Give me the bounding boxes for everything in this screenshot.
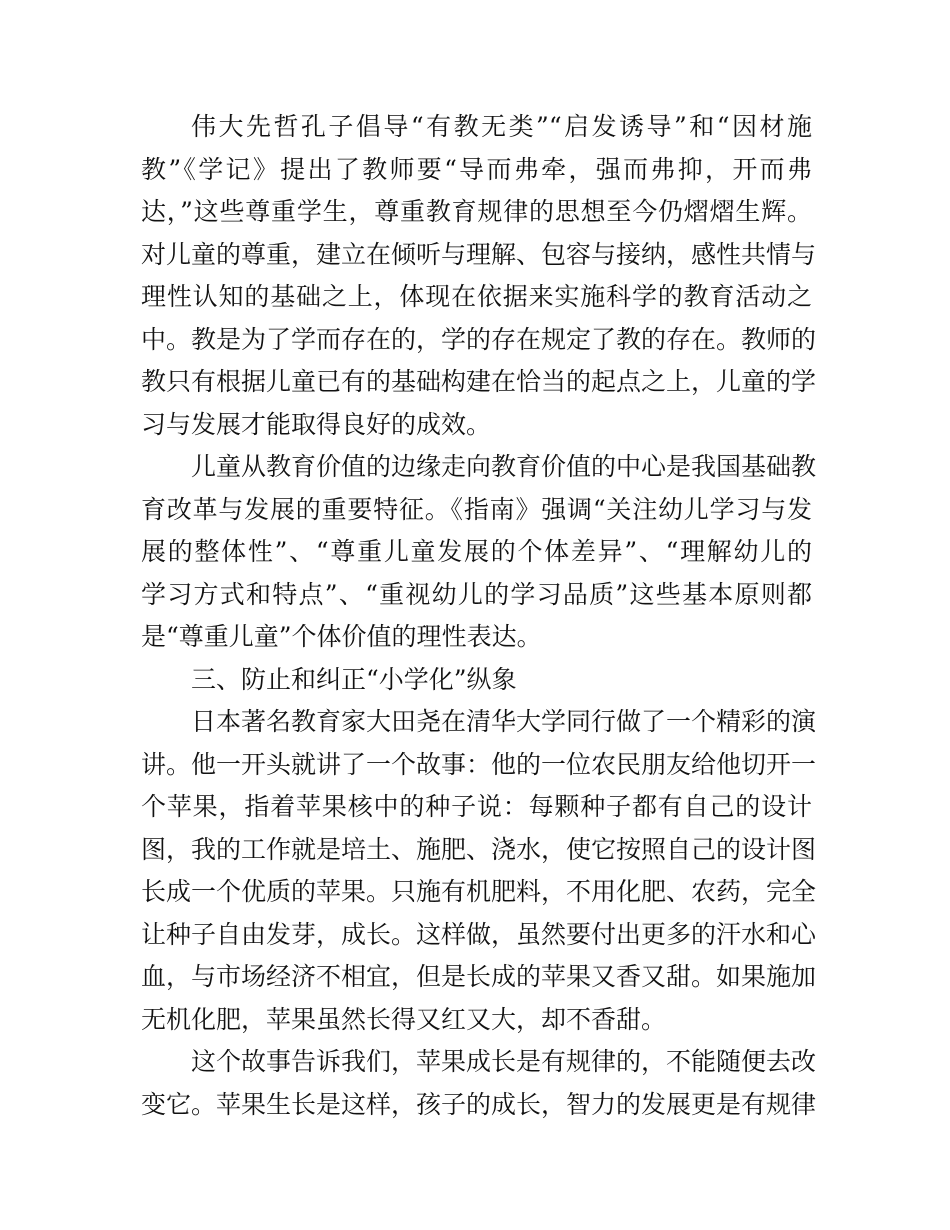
text-line: 是“尊重儿童”个体价值的理性表达。 [141,622,542,651]
text-line: 日本著名教育家大田尧在清华大学同行做了一个精彩的演 [191,707,817,736]
text-line: 习与发展才能取得良好的成效。 [141,409,492,439]
text-line: 个苹果，指着苹果核中的种子说：每颗种子都有自己的设计 [141,792,812,821]
text-line: 学习方式和特点”、“重视幼儿的学习品质”这些基本原则都 [141,579,812,609]
text-line: 展的整体性”、“尊重儿童发展的个体差异”、“理解幼儿的 [141,537,812,566]
text-line: 达，”这些尊重学生，尊重教育规律的思想至今仍熠熠生辉。 [141,197,812,226]
text-line: 中。教是为了学而存在的，学的存在规定了教的存在。教师的 [141,324,817,354]
text-line: 育改革与发展的重要特征。《指南》强调“关注幼儿学习与发 [141,494,812,524]
text-line: 理性认知的基础之上，体现在依据来实施科学的教育活动之 [141,282,812,311]
text-line: 伟大先哲孔子倡导“有教无类”“启发诱导”和“因材施 [191,112,812,141]
text-line: 对儿童的尊重，建立在倾听与理解、包容与接纳，感性共情与 [141,239,817,269]
section-heading: 三、防止和纠正“小学化”纵象 [191,664,517,694]
body-text [141,106,817,1126]
text-line: 血，与市场经济不相宜，但是长成的苹果又香又甜。如果施加 [141,962,817,991]
text-line: 让种子自由发芽，成长。这样做，虽然要付出更多的汗水和心 [141,919,817,949]
text-line: 教”《学记》提出了教师要“导而弗牵，强而弗抑，开而弗 [141,154,812,184]
text-line: 这个故事告诉我们，苹果成长是有规律的，不能随便去改 [191,1047,817,1076]
text-line: 儿童从教育价值的边缘走向教育价值的中心是我国基础教 [191,452,817,481]
text-line: 图，我的工作就是培土、施肥、浇水，使它按照自己的设计图 [141,834,817,864]
text-line: 变它。苹果生长是这样，孩子的成长，智力的发展更是有规律 [141,1089,817,1119]
text-line: 无机化肥，苹果虽然长得又红又大，却不香甜。 [141,1004,667,1034]
text-line: 讲。他一开头就讲了一个故事：他的一位农民朋友给他切开一 [141,749,817,779]
text-line: 长成一个优质的苹果。只施有机肥料，不用化肥、农药，完全 [141,877,817,906]
text-line: 教只有根据儿童已有的基础构建在恰当的起点之上，儿童的学 [141,367,817,396]
